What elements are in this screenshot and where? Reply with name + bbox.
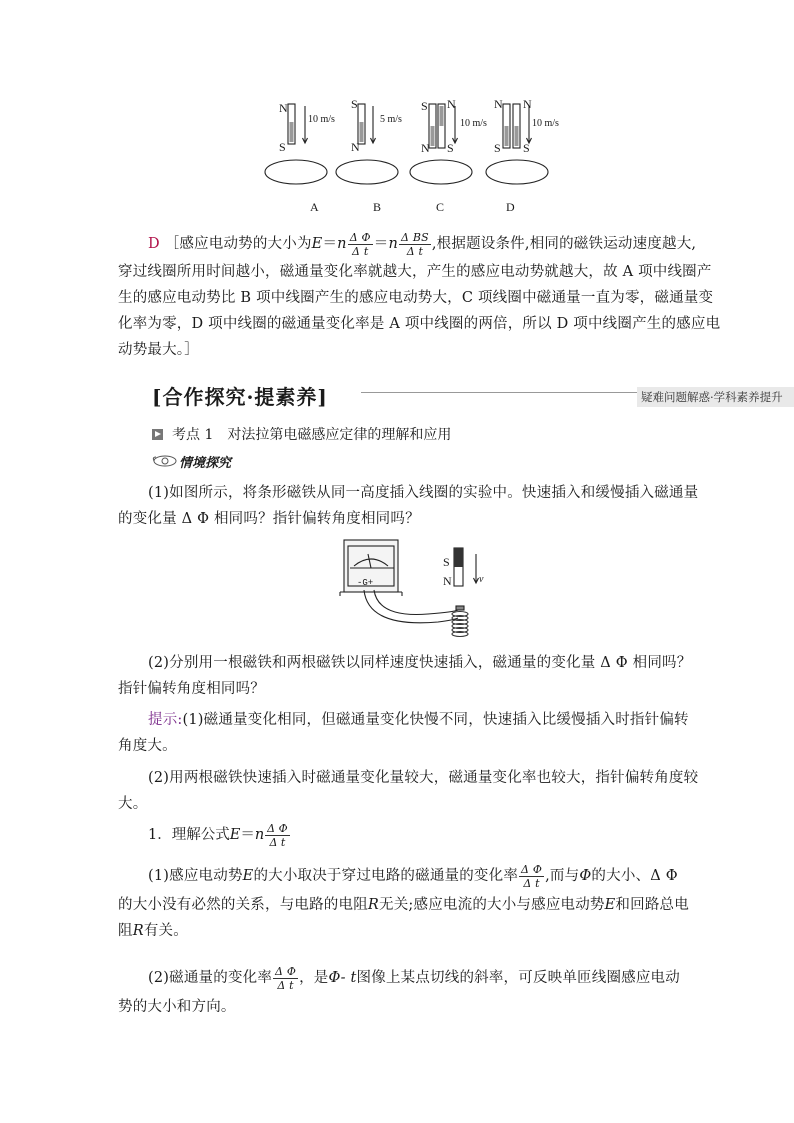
option-label-c: C — [436, 200, 445, 214]
pole-label: N — [447, 97, 456, 111]
equals: ＝ — [240, 827, 255, 843]
var-r: R — [132, 923, 144, 939]
answer-line: 生的感应电动势比 B 项中线圈产生的感应电动势大，C 项线圈中磁通量一直为零，磁通量变 — [118, 290, 714, 306]
var-r: R — [367, 897, 380, 913]
fraction-dbs-dt: $\frac{\text{Δ BS}}{\text{Δ t}}$ — [401, 230, 429, 258]
explore-icon — [152, 454, 178, 468]
kaodian-heading: 考点 1 对法拉第电磁感应定律的理解和应用 — [172, 427, 452, 443]
paragraph-1 — [118, 860, 689, 944]
question-line: 指针偏转角度相同吗？ — [118, 681, 265, 697]
pole-label: S — [443, 555, 450, 569]
speed-label-a: 10 m/s — [308, 114, 335, 125]
var-n: n — [254, 827, 265, 843]
question-line: (1)如图所示，将条形磁铁从同一高度插入线圈的实验中。快速插入和缓慢插入磁通量 — [148, 485, 699, 501]
p1-text: 和回路总电 — [615, 897, 689, 913]
question-line: (2)分别用一根磁铁和两根磁铁以同样速度快速插入，磁通量的变化量 Δ Φ 相同吗？ — [148, 655, 692, 671]
pole-label: N — [421, 141, 430, 155]
question-2 — [118, 650, 692, 702]
p1-text: 的大小没有必然的关系，与电路的电阻 — [118, 897, 368, 913]
meter-label: -G+ — [357, 578, 374, 588]
option-label-d: D — [506, 200, 515, 214]
question-line: 的变化量 Δ Φ 相同吗？指针偏转角度相同吗？ — [118, 511, 420, 527]
pole-label: N — [351, 140, 360, 154]
p2-line: 势的大小和方向。 — [118, 999, 236, 1015]
speed-label-d: 10 m/s — [532, 118, 559, 129]
pole-label: S — [421, 99, 428, 113]
qingjing-heading: 情境探究 — [179, 456, 232, 471]
answer-letter: D — [148, 236, 160, 252]
answer-text: ,根据题设条件,相同的磁铁运动速度越大, — [431, 236, 697, 252]
p2-text: 图像上某点切线的斜率，可反映单匝线圈感应电动 — [356, 970, 680, 986]
speed-label-c: 10 m/s — [460, 118, 487, 129]
answer-line: 穿过线圈所用时间越小，磁通量变化率就越大，产生的感应电动势就越大，故 A 项中线圈产 — [118, 264, 712, 280]
p2-text: (2)磁通量的变化率 — [148, 970, 273, 986]
hint-line: (1)磁通量变化相同，但磁通量变化快慢不同，快速插入比缓慢插入时指针偏转 — [182, 712, 689, 728]
answer-explanation — [118, 229, 721, 363]
var-n: n — [337, 236, 347, 252]
point-1-heading — [148, 820, 291, 850]
option-label-b: B — [373, 200, 382, 214]
paragraph-2 — [118, 962, 678, 1020]
pole-label: N — [443, 574, 452, 588]
p1-text: (1)感应电动势 — [148, 868, 243, 884]
fraction-dphi-dt: $\frac{\text{Δ Φ}}{\text{Δ t}}$ — [349, 230, 371, 258]
p1-text: 的大小取决于穿过电路的磁通量的变化率 — [253, 868, 519, 884]
p1-text: 无关;感应电流的大小与感应电动势 — [379, 897, 605, 913]
hint-line: 角度大。 — [118, 738, 177, 754]
hint-block — [118, 707, 699, 817]
p1-text: 的大小、Δ Φ — [591, 868, 678, 884]
hint-line: (2)用两根磁铁快速插入时磁通量变化量较大，磁通量变化率也较大，指针偏转角度较 — [148, 770, 699, 786]
galvanometer-figure — [338, 538, 488, 642]
section-tag: 疑难问题解惑·学科素养提升 — [637, 387, 794, 407]
p2-text: ，是 — [299, 970, 329, 986]
play-marker-icon — [152, 429, 163, 440]
p1-text: ,而与 — [545, 868, 580, 884]
pole-label: N — [523, 97, 532, 111]
pole-label: N — [494, 97, 503, 111]
pole-label: S — [447, 141, 454, 155]
var-e: E — [311, 236, 323, 252]
pole-label: N — [279, 101, 288, 115]
fraction-dphi-dt: $\frac{\text{Δ Φ}}{\text{Δ t}}$ — [521, 862, 543, 890]
var-n: n — [388, 236, 398, 252]
var-e: E — [242, 868, 254, 884]
pole-label: S — [351, 97, 358, 111]
p1-text: 阻 — [118, 923, 133, 939]
pole-label: S — [494, 141, 501, 155]
var-phi: Φ — [579, 868, 592, 884]
var-phi-t: Φ- t — [328, 970, 357, 986]
equals: ＝ — [322, 236, 338, 252]
speed-label-b: 5 m/s — [380, 114, 402, 125]
pole-label: S — [523, 141, 530, 155]
equals: ＝ — [373, 236, 389, 252]
section-title: [合作探究·提素养] — [152, 385, 328, 409]
velocity-label: v — [479, 574, 484, 585]
fraction-dphi-dt: $\frac{\text{Δ Φ}}{\text{Δ t}}$ — [275, 964, 297, 992]
answer-line: 化率为零，D 项中线圈的磁通量变化率是 A 项中线圈的两倍，所以 D 项中线圈产生的感应电 — [118, 316, 721, 332]
hint-label: 提示: — [148, 712, 183, 728]
fraction-dphi-dt: $\frac{\text{Δ Φ}}{\text{Δ t}}$ — [267, 821, 288, 849]
var-e: E — [229, 827, 241, 843]
hint-line: 大。 — [118, 796, 148, 812]
option-label-a: A — [310, 200, 319, 214]
var-e: E — [604, 897, 616, 913]
pole-label: S — [279, 140, 286, 154]
answer-text: ［感应电动势的大小为 — [164, 236, 312, 252]
question-1 — [118, 480, 699, 532]
answer-line: 动势最大。］ — [118, 342, 199, 358]
point-heading-text: 1．理解公式 — [148, 827, 230, 843]
p1-text: 有关。 — [143, 923, 188, 939]
